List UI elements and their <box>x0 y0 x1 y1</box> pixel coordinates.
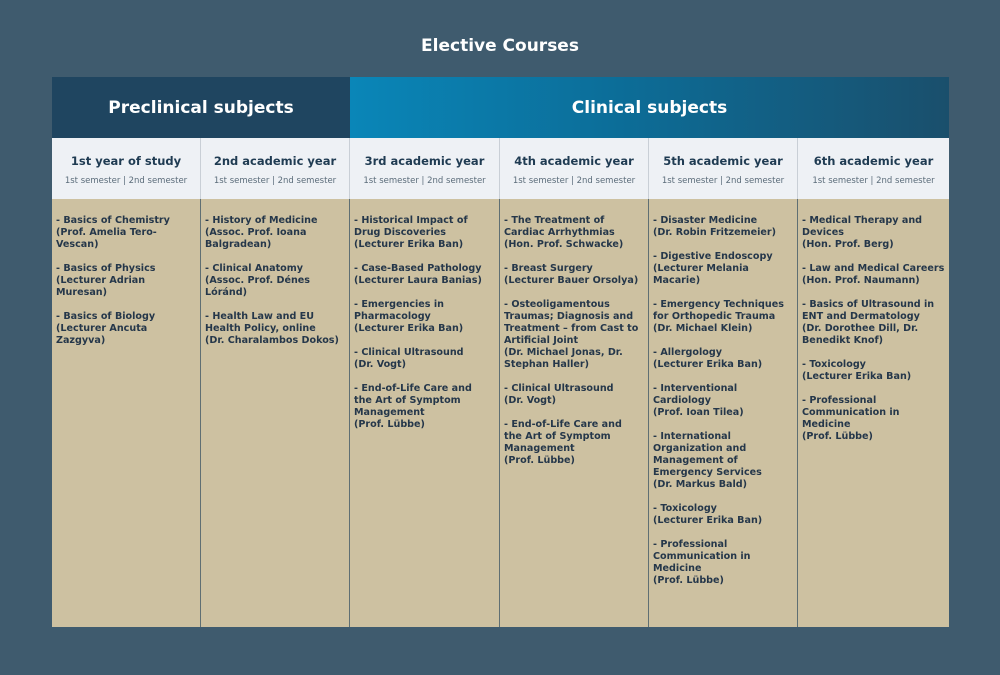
course-item: - Basics of Biology (Lecturer Ancuta Zazgyva) <box>56 311 156 346</box>
course-item: - End-of-Life Care and the Art of Symptom Management (Prof. Lübbe) <box>504 419 622 466</box>
course-item: - Interventional Cardiology (Prof. Ioan Tilea) <box>653 383 744 418</box>
course-item: - Osteoligamentous Traumas; Diagnosis and Treatment – from Cast to Artificial Joint (Dr. Michael Jonas, Dr. Stephan Haller) <box>504 299 639 370</box>
semester-label: 1st semester | 2nd semester <box>812 176 935 186</box>
column-header-year-3 <box>350 138 500 199</box>
course-item: - History of Medicine (Assoc. Prof. Ioana Balgradean) <box>205 215 318 250</box>
year-label: 3rd academic year <box>364 154 485 168</box>
course-item: - Clinical Anatomy (Assoc. Prof. Dénes Lóránd) <box>205 263 310 298</box>
course-item: - Disaster Medicine (Dr. Robin Fritzemeier) <box>653 215 777 238</box>
course-item: - Breast Surgery (Lecturer Bauer Orsolya) <box>504 263 639 286</box>
course-item: - Basics of Physics (Lecturer Adrian Muresan) <box>56 263 156 298</box>
course-column-year-3 <box>350 199 500 627</box>
year-label: 6th academic year <box>813 154 934 168</box>
course-column-year-1 <box>52 199 201 627</box>
course-item: - Professional Communication in Medicine (Prof. Lübbe) <box>802 395 900 442</box>
year-label: 2nd academic year <box>213 154 337 168</box>
column-header-year-5 <box>649 138 798 199</box>
semester-label: 1st semester | 2nd semester <box>661 176 785 186</box>
course-item: - Emergencies in Pharmacology (Lecturer Erika Ban) <box>354 299 464 334</box>
page-title: Elective Courses <box>421 36 579 56</box>
courses-table <box>52 77 949 627</box>
group-header-preclinical: Preclinical subjects <box>52 77 350 138</box>
course-column-year-6 <box>798 199 949 627</box>
course-item: - Basics of Chemistry (Prof. Amelia Tero- Vescan) <box>56 215 170 250</box>
year-label: 4th academic year <box>514 154 634 168</box>
semester-label: 1st semester | 2nd semester <box>512 176 636 186</box>
semester-label: 1st semester | 2nd semester <box>363 176 486 186</box>
course-item: - Toxicology (Lecturer Erika Ban) <box>653 503 763 526</box>
course-item: - Basics of Ultrasound in ENT and Dermatology (Dr. Dorothee Dill, Dr. Benedikt Knof) <box>802 299 935 346</box>
course-item: - International Organization and Management of Emergency Services (Dr. Markus Bald) <box>653 431 762 490</box>
course-column-year-5 <box>649 199 798 627</box>
column-header-year-1 <box>52 138 201 199</box>
column-header-year-2 <box>201 138 350 199</box>
course-item: - Medical Therapy and Devices (Hon. Prof. Berg) <box>802 215 923 250</box>
course-column-year-2 <box>201 199 350 627</box>
course-item: - Allergology (Lecturer Erika Ban) <box>653 347 763 370</box>
course-item: - Case-Based Pathology (Lecturer Laura Banias) <box>354 263 482 286</box>
course-item: - Digestive Endoscopy (Lecturer Melania Macarie) <box>653 251 773 286</box>
course-item: - Clinical Ultrasound (Dr. Vogt) <box>354 347 464 370</box>
column-header-year-6 <box>798 138 949 199</box>
course-item: - Clinical Ultrasound (Dr. Vogt) <box>504 383 614 406</box>
course-column-year-4 <box>500 199 649 627</box>
course-item: - End-of-Life Care and the Art of Symptom Management (Prof. Lübbe) <box>354 383 472 430</box>
course-item: - The Treatment of Cardiac Arrhythmias (Hon. Prof. Schwacke) <box>504 215 624 250</box>
year-label: 5th academic year <box>663 154 783 168</box>
course-item: - Professional Communication in Medicine (Prof. Lübbe) <box>653 539 751 586</box>
semester-label: 1st semester | 2nd semester <box>64 176 188 186</box>
group-header-clinical: Clinical subjects <box>350 77 949 138</box>
year-label: 1st year of study <box>70 154 182 168</box>
course-item: - Law and Medical Careers (Hon. Prof. Naumann) <box>802 263 945 286</box>
course-item: - Historical Impact of Drug Discoveries (Lecturer Erika Ban) <box>354 215 468 250</box>
semester-label: 1st semester | 2nd semester <box>213 176 337 186</box>
column-header-year-4 <box>500 138 649 199</box>
course-item: - Toxicology (Lecturer Erika Ban) <box>802 359 912 382</box>
course-item: - Emergency Techniques for Orthopedic Trauma (Dr. Michael Klein) <box>653 299 784 334</box>
course-item: - Health Law and EU Health Policy, online (Dr. Charalambos Dokos) <box>205 311 339 346</box>
